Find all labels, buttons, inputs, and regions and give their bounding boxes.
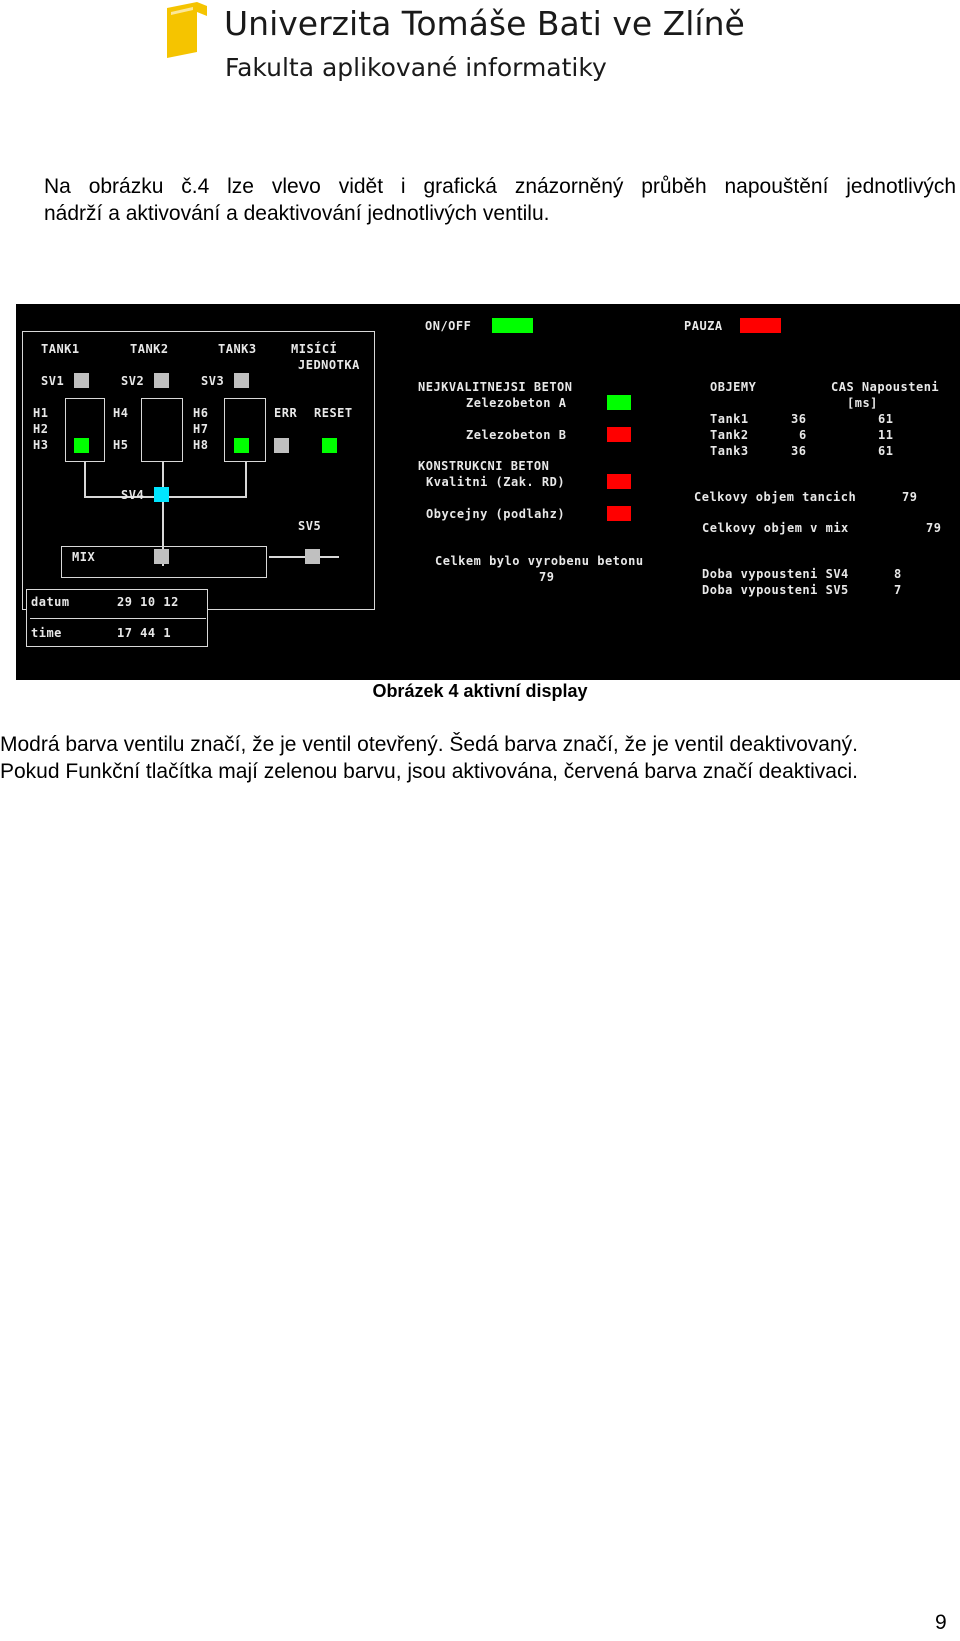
sv5-valve-indicator[interactable] xyxy=(305,549,320,564)
outro-line-2: Pokud Funkční tlačítka mají zelenou barvu, jsou aktivována, červená barva značí deaktivaci. xyxy=(0,760,858,783)
h5-label: H5 xyxy=(113,438,129,452)
university-name: Univerzita Tomáše Bati ve Zlíně xyxy=(224,4,745,43)
tank1-label: TANK1 xyxy=(41,342,80,356)
tank1-volume-name: Tank1 xyxy=(710,412,749,426)
datetime-divider xyxy=(30,618,206,619)
ms-unit: [ms] xyxy=(847,396,878,410)
on-off-button[interactable] xyxy=(492,318,533,333)
faculty-name: Fakulta aplikované informatiky xyxy=(225,53,607,82)
objemy-heading: OBJEMY xyxy=(710,380,757,394)
total-tanks-label: Celkovy objem tancich xyxy=(694,490,857,504)
sv1-label: SV1 xyxy=(41,374,65,388)
doba-sv4-label: Doba vypousteni SV4 xyxy=(702,567,849,581)
zelezobeton-a-button[interactable] xyxy=(607,395,631,410)
page-number: 9 xyxy=(935,1611,947,1634)
h7-label: H7 xyxy=(193,422,209,436)
tank3-volume-name: Tank3 xyxy=(710,444,749,458)
mix-indicator xyxy=(154,549,169,564)
pipe xyxy=(269,556,339,558)
doba-sv4-value: 8 xyxy=(894,567,902,581)
reset-label: RESET xyxy=(314,406,353,420)
intro-paragraph xyxy=(44,173,956,227)
doba-sv5-label: Doba vypousteni SV5 xyxy=(702,583,849,597)
tank2-box xyxy=(141,398,183,462)
university-logo xyxy=(167,2,207,58)
h1-label: H1 xyxy=(33,406,49,420)
sv5-label: SV5 xyxy=(298,519,322,533)
total-produced-value: 79 xyxy=(539,570,555,584)
intro-line-2: nádrží a aktivování a deaktivování jednotlivých ventilu. xyxy=(44,202,550,225)
active-display-screenshot xyxy=(16,304,960,680)
tank1-time: 61 xyxy=(878,412,894,426)
tank2-volume: 6 xyxy=(799,428,807,442)
outro-line-1: Modrá barva ventilu značí, že je ventil otevřený. Šedá barva značí, že je ventil deaktivovaný. xyxy=(0,733,858,756)
datum-value: 29 10 12 xyxy=(117,595,179,609)
tank2-volume-name: Tank2 xyxy=(710,428,749,442)
time-label: time xyxy=(31,626,62,640)
obycejny-label: Obycejny (podlahz) xyxy=(426,507,566,521)
tank1-volume: 36 xyxy=(791,412,807,426)
tank3-time: 61 xyxy=(878,444,894,458)
pauza-button[interactable] xyxy=(740,318,781,333)
h6-label: H6 xyxy=(193,406,209,420)
datum-label: datum xyxy=(31,595,70,609)
sv2-label: SV2 xyxy=(121,374,145,388)
intro-line-1: Na obrázku č.4 lze vlevo vidět i grafická znázorněný průběh napouštění jednotlivých xyxy=(44,175,956,198)
construction-concrete-heading: KONSTRUKCNI BETON xyxy=(418,459,550,473)
tank2-time: 11 xyxy=(878,428,894,442)
sv2-valve-indicator[interactable] xyxy=(154,373,169,388)
total-mix-value: 79 xyxy=(926,521,942,535)
kvalitni-button[interactable] xyxy=(607,474,631,489)
obycejny-button[interactable] xyxy=(607,506,631,521)
reset-button[interactable] xyxy=(322,438,337,453)
err-indicator[interactable] xyxy=(274,438,289,453)
zelezobeton-b-label: Zelezobeton B xyxy=(466,428,567,442)
outro-paragraph xyxy=(0,731,960,785)
pipe xyxy=(245,462,247,498)
h2-label: H2 xyxy=(33,422,49,436)
h3-label: H3 xyxy=(33,438,49,452)
cas-napousteni-heading: CAS Napousteni xyxy=(831,380,940,394)
time-value: 17 44 1 xyxy=(117,626,172,640)
doba-sv5-value: 7 xyxy=(894,583,902,597)
tank3-label: TANK3 xyxy=(218,342,257,356)
mixer-label-2: JEDNOTKA xyxy=(298,358,360,372)
sv4-label: SV4 xyxy=(121,488,145,502)
sv4-valve-indicator[interactable] xyxy=(154,487,169,502)
pipe xyxy=(84,462,86,498)
mix-label: MIX xyxy=(72,550,96,564)
on-off-label: ON/OFF xyxy=(425,319,472,333)
h8-label: H8 xyxy=(193,438,209,452)
zelezobeton-a-label: Zelezobeton A xyxy=(466,396,567,410)
sv1-valve-indicator[interactable] xyxy=(74,373,89,388)
sv3-label: SV3 xyxy=(201,374,225,388)
figure-caption: Obrázek 4 aktivní display xyxy=(372,681,588,701)
zelezobeton-b-button[interactable] xyxy=(607,427,631,442)
tank3-level-indicator xyxy=(234,438,249,453)
total-mix-label: Celkovy objem v mix xyxy=(702,521,849,535)
total-tanks-value: 79 xyxy=(902,490,918,504)
sv3-valve-indicator[interactable] xyxy=(234,373,249,388)
tank3-volume: 36 xyxy=(791,444,807,458)
total-produced-label: Celkem bylo vyrobenu betonu xyxy=(435,554,644,568)
kvalitni-label: Kvalitni (Zak. RD) xyxy=(426,475,566,489)
best-concrete-heading: NEJKVALITNEJSI BETON xyxy=(418,380,573,394)
err-label: ERR xyxy=(274,406,298,420)
tank2-label: TANK2 xyxy=(130,342,169,356)
mixer-label-1: MISÍCÍ xyxy=(291,342,338,356)
pauza-label: PAUZA xyxy=(684,319,723,333)
tank1-level-indicator xyxy=(74,438,89,453)
h4-label: H4 xyxy=(113,406,129,420)
